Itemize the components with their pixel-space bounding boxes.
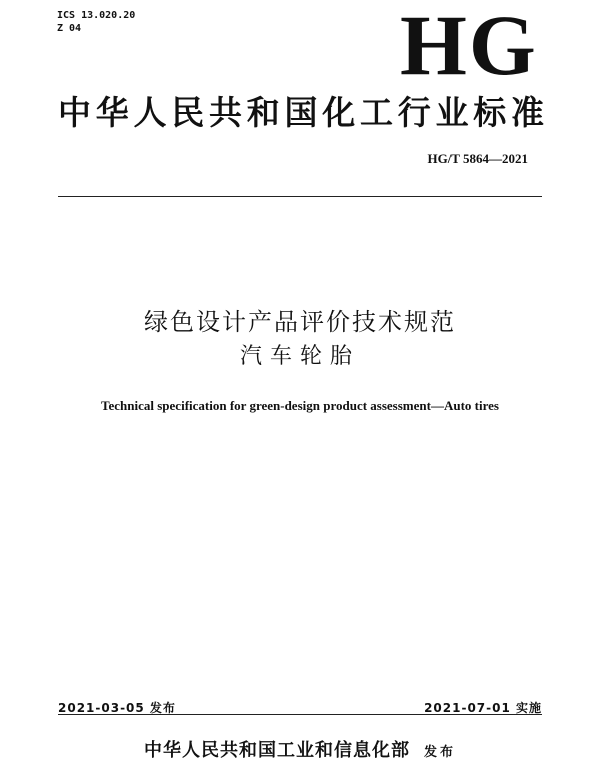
issuer-action: 发布 — [423, 745, 456, 760]
title-chinese-line2: 汽车轮胎 — [239, 344, 360, 369]
standard-number: HG/T 5864—2021 — [427, 151, 528, 166]
standard-type-heading: 中华人民共和国化工行业标准 — [58, 93, 544, 132]
issuer-line — [0, 740, 600, 764]
top-divider — [58, 196, 542, 197]
issuer-name: 中华人民共和国工业和信息化部 — [143, 740, 410, 761]
issue-date: 2021-03-05 发布 — [58, 701, 176, 715]
bottom-divider — [58, 714, 542, 715]
title-english: Technical specification for green-design product assessment—Auto tires — [101, 398, 499, 413]
hg-logo: HG — [400, 0, 538, 93]
ccs-code: Z 04 — [57, 23, 82, 34]
title-chinese-line1: 绿色设计产品评价技术规范 — [144, 308, 456, 336]
ics-code: ICS 13.020.20 — [57, 10, 136, 21]
implementation-date: 2021-07-01 实施 — [424, 701, 542, 715]
